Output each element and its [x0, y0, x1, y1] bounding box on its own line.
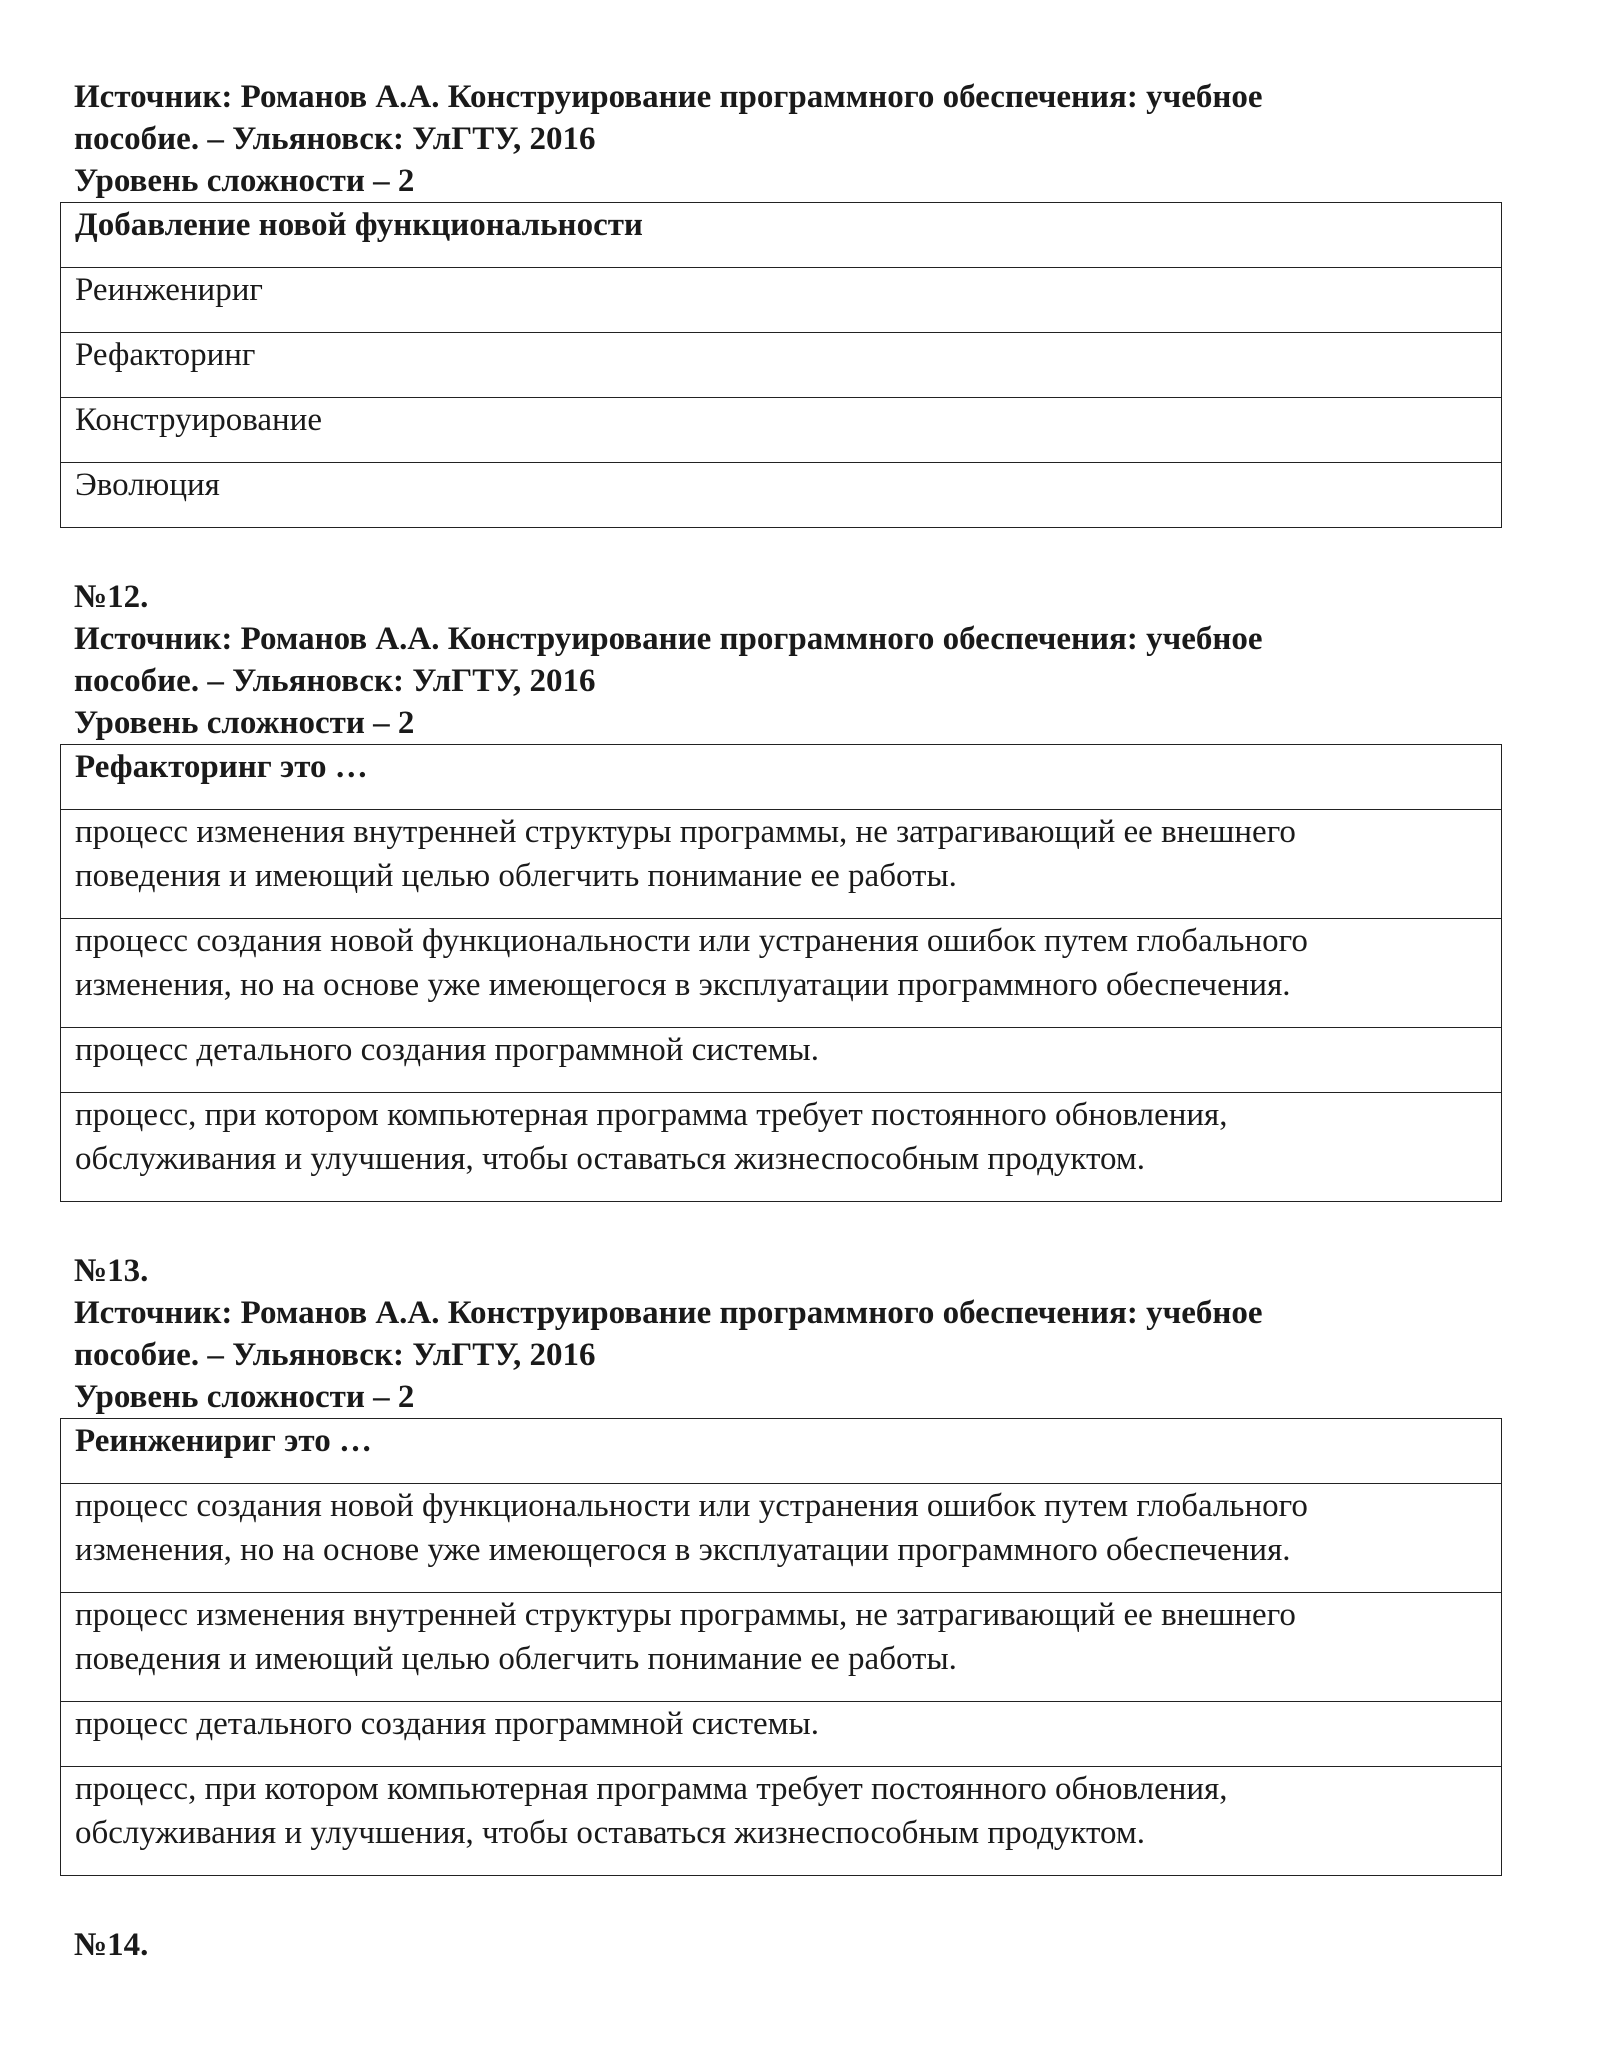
question-text: Рефакторинг это …	[61, 745, 1502, 810]
answer-line: процесс, при котором компьютерная программа требует постоянного обновления,	[75, 1771, 1228, 1807]
question-table-13	[60, 1418, 1502, 1876]
answer-option	[61, 919, 1502, 1028]
answer-option: Конструирование	[61, 398, 1502, 463]
table-row	[61, 1767, 1502, 1876]
answer-option	[61, 810, 1502, 919]
question-header-13	[74, 1292, 1514, 1418]
answer-option	[61, 1593, 1502, 1702]
answer-option: Эволюция	[61, 463, 1502, 528]
answer-line: процесс изменения внутренней структуры программы, не затрагивающий ее внешнего	[75, 814, 1296, 850]
answer-line: обслуживания и улучшения, чтобы оставаться жизнеспособным продуктом.	[75, 1141, 1146, 1177]
answer-option	[61, 1484, 1502, 1593]
table-row	[61, 1702, 1502, 1767]
question-header-12	[74, 618, 1514, 744]
answer-line: процесс, при котором компьютерная программа требует постоянного обновления,	[75, 1097, 1228, 1133]
question-header-11	[74, 76, 1514, 202]
table-row	[61, 1028, 1502, 1093]
difficulty-level: Уровень сложности – 2	[74, 1379, 415, 1415]
source-line: пособие. – Ульяновск: УлГТУ, 2016	[74, 1337, 596, 1373]
question-number: №14.	[74, 1927, 149, 1963]
answer-line: процесс создания новой функциональности или устранения ошибок путем глобального	[75, 1488, 1308, 1524]
table-row	[61, 1093, 1502, 1202]
document-page	[74, 76, 1514, 1966]
table-row	[61, 203, 1502, 268]
question-number: №12.	[74, 579, 149, 615]
table-row	[61, 810, 1502, 919]
question-table-12	[60, 744, 1502, 1202]
table-row	[61, 1419, 1502, 1484]
answer-option	[61, 1093, 1502, 1202]
difficulty-level: Уровень сложности – 2	[74, 705, 415, 741]
question-text: Реинженириг это …	[61, 1419, 1502, 1484]
difficulty-level: Уровень сложности – 2	[74, 163, 415, 199]
answer-option: процесс детального создания программной системы.	[61, 1028, 1502, 1093]
source-line: Источник: Романов А.А. Конструирование программного обеспечения: учебное	[74, 1295, 1263, 1331]
answer-line: поведения и имеющий целью облегчить понимание ее работы.	[75, 1641, 957, 1677]
table-row	[61, 919, 1502, 1028]
source-line: пособие. – Ульяновск: УлГТУ, 2016	[74, 663, 596, 699]
table-row	[61, 333, 1502, 398]
table-row	[61, 268, 1502, 333]
answer-line: обслуживания и улучшения, чтобы оставаться жизнеспособным продуктом.	[75, 1815, 1146, 1851]
answer-line: процесс изменения внутренней структуры программы, не затрагивающий ее внешнего	[75, 1597, 1296, 1633]
answer-line: процесс создания новой функциональности или устранения ошибок путем глобального	[75, 923, 1308, 959]
table-row	[61, 745, 1502, 810]
source-line: Источник: Романов А.А. Конструирование программного обеспечения: учебное	[74, 621, 1263, 657]
question-text: Добавление новой функциональности	[61, 203, 1502, 268]
question-number: №13.	[74, 1253, 149, 1289]
source-line: пособие. – Ульяновск: УлГТУ, 2016	[74, 121, 596, 157]
table-row	[61, 1484, 1502, 1593]
answer-option: процесс детального создания программной системы.	[61, 1702, 1502, 1767]
answer-line: поведения и имеющий целью облегчить понимание ее работы.	[75, 858, 957, 894]
answer-line: изменения, но на основе уже имеющегося в эксплуатации программного обеспечения.	[75, 1532, 1291, 1568]
source-line: Источник: Романов А.А. Конструирование программного обеспечения: учебное	[74, 79, 1263, 115]
question-table-11	[60, 202, 1502, 528]
answer-line: изменения, но на основе уже имеющегося в эксплуатации программного обеспечения.	[75, 967, 1291, 1003]
answer-option: Рефакторинг	[61, 333, 1502, 398]
answer-option: Реинженириг	[61, 268, 1502, 333]
table-row	[61, 463, 1502, 528]
answer-option	[61, 1767, 1502, 1876]
table-row	[61, 398, 1502, 463]
table-row	[61, 1593, 1502, 1702]
